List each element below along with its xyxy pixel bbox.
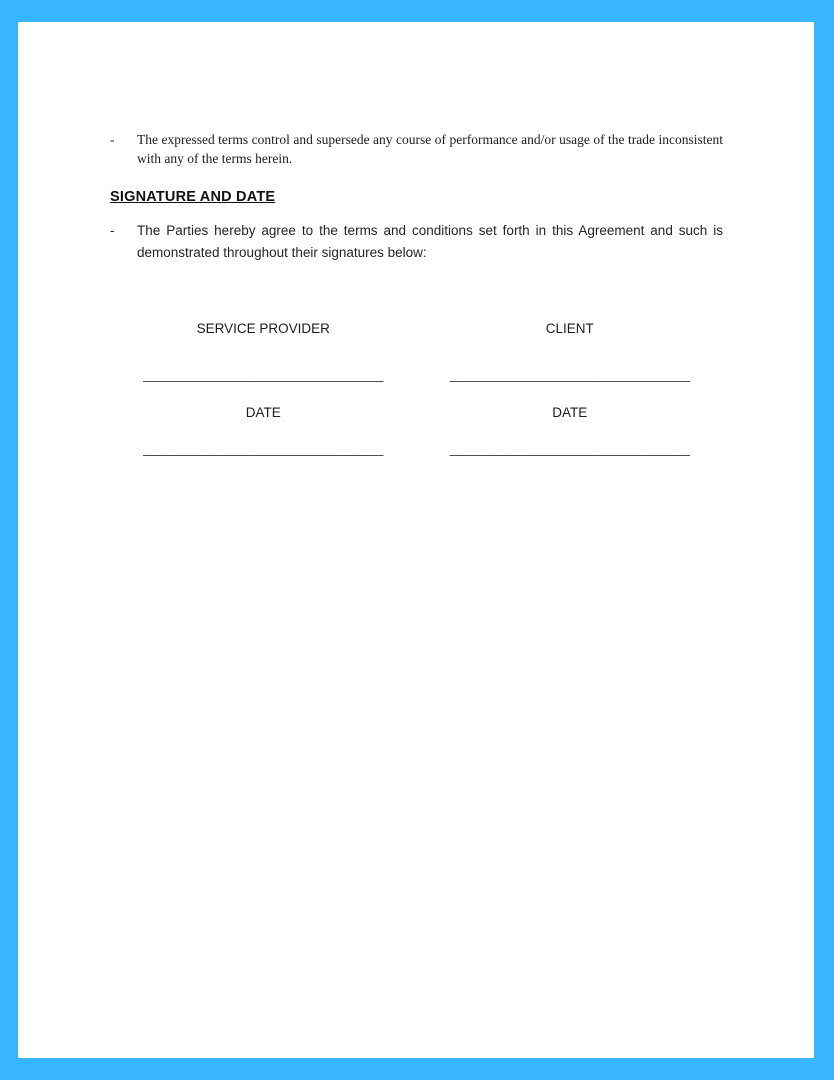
agreement-bullet-paragraph: [110, 220, 723, 264]
service-provider-column: [110, 319, 417, 456]
document-page: [18, 22, 814, 1058]
service-provider-label: SERVICE PROVIDER: [196, 321, 330, 336]
client-column: [417, 319, 724, 456]
signature-block: [110, 319, 723, 456]
client-date-line: ________________________________: [449, 441, 690, 456]
page-content: [18, 22, 814, 456]
agreement-bullet-text: The Parties hereby agree to the terms and conditions set forth in this Agreement and such is demonstrated throughout their signatures below:: [137, 223, 723, 260]
signature-and-date-heading: SIGNATURE AND DATE: [110, 189, 276, 205]
client-signature-line: ________________________________: [449, 367, 690, 382]
service-provider-date-line: ________________________________: [143, 441, 384, 456]
client-date-label: DATE: [552, 405, 588, 420]
service-provider-signature-line: ________________________________: [143, 367, 384, 382]
bullet-dash: -: [110, 132, 115, 147]
client-label: CLIENT: [545, 321, 594, 336]
terms-bullet-paragraph: [110, 130, 723, 168]
service-provider-date-label: DATE: [245, 405, 281, 420]
terms-bullet-text: The expressed terms control and supersede any course of performance and/or usage of the trade inconsistent with any of the terms herein.: [137, 132, 723, 166]
bullet-dash: -: [110, 223, 115, 238]
